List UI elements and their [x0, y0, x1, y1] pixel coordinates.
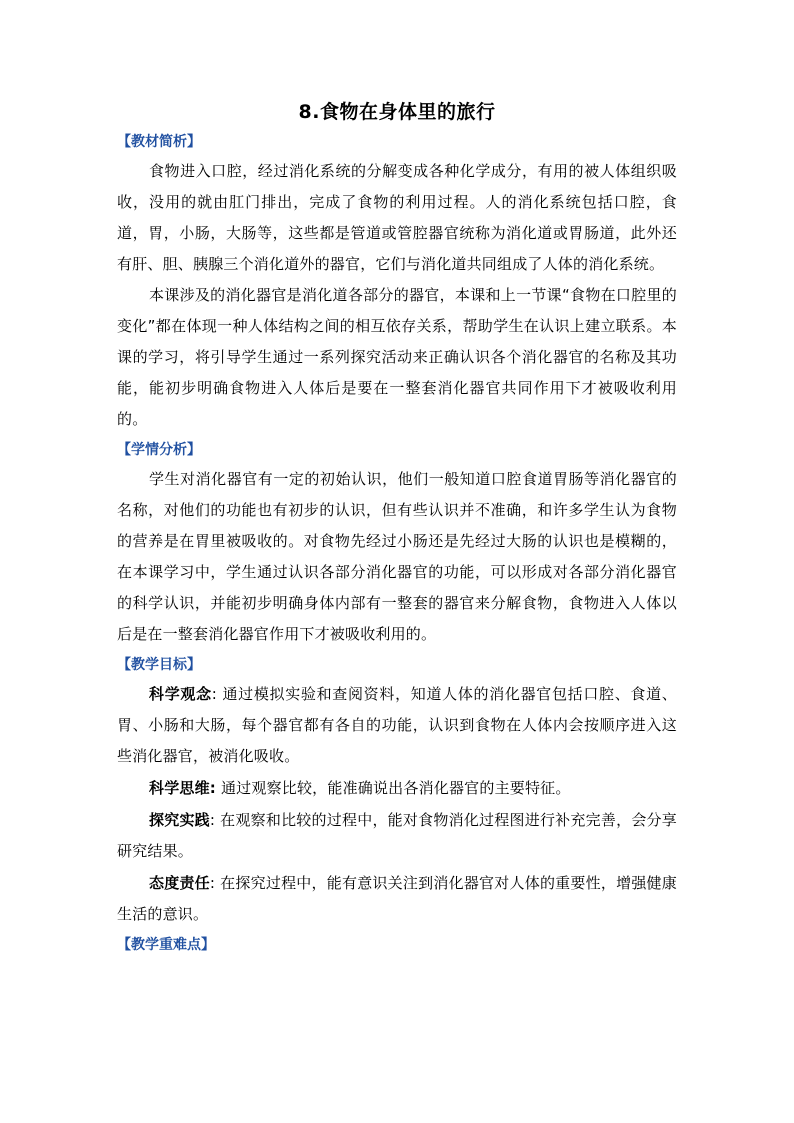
- goal-separator: :: [209, 811, 221, 829]
- goal-text: 在探究过程中，能有意识关注到消化器官对人体的重要性，增强健康生活的意识。: [117, 874, 677, 923]
- goal-term: 科学观念: [149, 685, 212, 703]
- section-heading-goals: 【教学目标】: [117, 657, 201, 673]
- goal-item: [117, 679, 677, 772]
- goal-text: 通过模拟实验和查阅资料，知道人体的消化器官包括口腔、食道、胃、小肠和大肠，每个器官都有各自的功能，认识到食物在人体内会按顺序进入这些消化器官，被消化吸收。: [117, 685, 677, 765]
- goal-term: 探究实践: [149, 811, 210, 829]
- goal-item: [117, 773, 677, 804]
- textbook-paragraph-1: 食物进入口腔，经过消化系统的分解变成各种化学成分，有用的被人体组织吸收，没用的就由肛门排出，完成了食物的利用过程。人的消化系统包括口腔，食道，胃，小肠，大肠等，这些都是管道或管腔器官统称为消化道或胃肠道，此外还有肝、胆、胰腺三个消化道外的器官，它们与消化道共同组成了人体的消化系统。: [117, 162, 677, 273]
- goal-separator: :: [209, 874, 221, 892]
- section-heading-textbook: 【教材简析】: [117, 134, 201, 150]
- page-title: 8.食物在身体里的旅行: [298, 101, 496, 123]
- textbook-paragraph-2: 本课涉及的消化器官是消化道各部分的器官，本课和上一节课“食物在口腔里的变化”都在体现一种人体结构之间的相互依存关系，帮助学生在认识上建立联系。本课的学习，将引导学生通过一系列探究活动来正确认识各个消化器官的名称及其功能，能初步明确食物进入人体后是要在一整套消化器官共同作用下才被吸收利用的。: [117, 286, 677, 428]
- goal-text: 通过观察比较，能准确说出各消化器官的主要特征。: [220, 779, 571, 797]
- section-heading-students: 【学情分析】: [117, 442, 201, 458]
- goal-term: 态度责任: [149, 874, 210, 892]
- goal-text: 在观察和比较的过程中，能对食物消化过程图进行补充完善，会分享研究结果。: [117, 811, 677, 860]
- goal-item: [117, 868, 677, 930]
- goal-item: [117, 805, 677, 867]
- goal-separator: :: [211, 685, 223, 703]
- goal-term: 科学思维:: [149, 779, 216, 797]
- section-heading-keypoints: 【教学重难点】: [117, 937, 215, 953]
- students-paragraph-1: 学生对消化器官有一定的初始认识，他们一般知道口腔食道胃肠等消化器官的名称，对他们的功能也有初步的认识，但有些认识并不准确，和许多学生认为食物的营养是在胃里被吸收的。对食物先经过小肠还是先经过大肠的认识也是模糊的，在本课学习中，学生通过认识各部分消化器官的功能，可以形成对各部分消化器官的科学认识，并能初步明确身体内部有一整套的器官来分解食物，食物进入人体以后是在一整套消化器官作用下才被吸收利用的。: [117, 470, 677, 643]
